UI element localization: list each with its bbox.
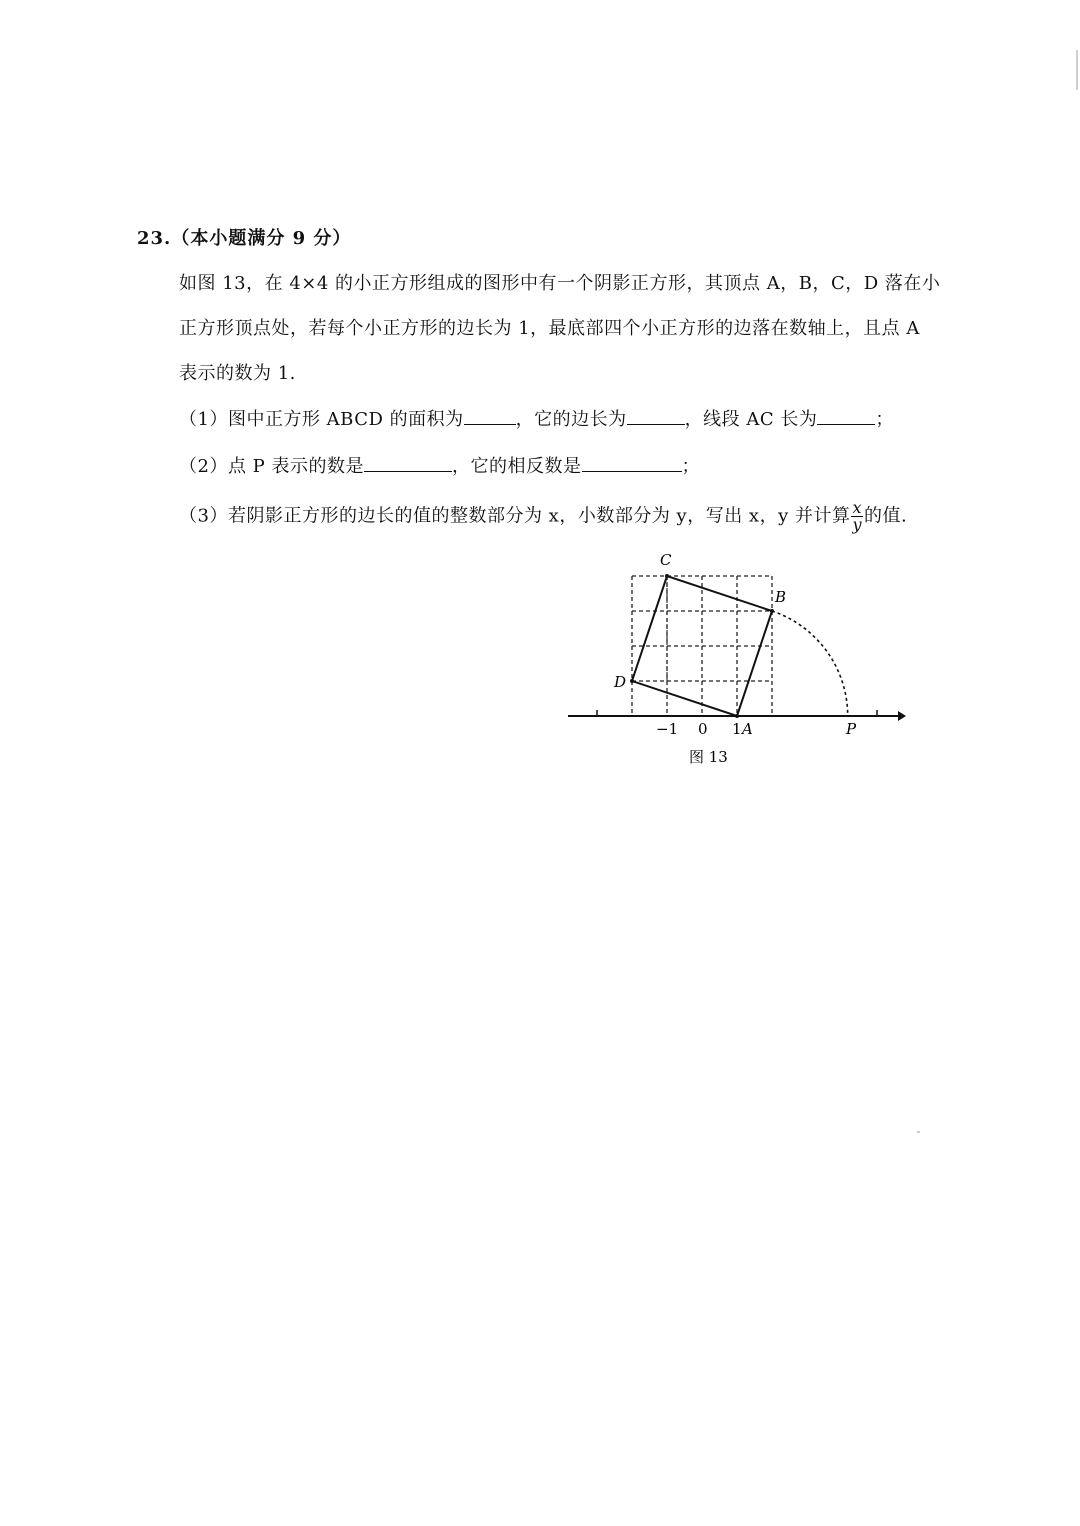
q1-text-end: ； xyxy=(875,409,894,430)
sub-question-1 xyxy=(179,405,979,431)
q2-text-end: ； xyxy=(681,456,701,477)
label-c: C xyxy=(660,551,672,569)
answer-blank-area[interactable] xyxy=(464,406,516,425)
q1-text-c: ，线段 AC 长为 xyxy=(684,409,818,430)
tick-label-neg-one: −1 xyxy=(656,720,679,738)
dashed-grid xyxy=(632,576,772,716)
sub-question-2 xyxy=(179,452,979,478)
fraction-numerator: x xyxy=(852,498,863,517)
number-line-arrow-icon xyxy=(898,711,906,721)
problem-text-line-3: 表示的数为 1. xyxy=(179,363,296,384)
tick-label-one: 1 xyxy=(732,720,742,738)
q3-text-end: 的值. xyxy=(864,505,908,527)
sub-question-3 xyxy=(179,500,979,533)
tick-label-zero: 0 xyxy=(698,720,708,738)
q2-text-b: ，它的相反数是 xyxy=(452,456,582,477)
point-c-dot xyxy=(665,574,669,578)
q2-text-a: （2）点 P 表示的数是 xyxy=(179,456,365,477)
label-b: B xyxy=(775,588,787,606)
scan-speck xyxy=(917,1131,920,1133)
q1-text-b: ，它的边长为 xyxy=(515,409,627,430)
label-d: D xyxy=(614,673,627,691)
point-d-dot xyxy=(630,679,634,683)
figure-caption: 图 13 xyxy=(689,748,728,766)
answer-blank-opposite[interactable] xyxy=(582,453,682,472)
page-edge-mark xyxy=(1076,50,1078,90)
answer-blank-side-length[interactable] xyxy=(627,406,685,425)
problem-text-line-1: 如图 13，在 4×4 的小正方形组成的图形中有一个阴影正方形，其顶点 A，B，C，D 落在小 xyxy=(179,273,941,294)
label-p: P xyxy=(846,720,857,738)
problem-text-line-2: 正方形顶点处，若每个小正方形的边长为 1，最底部四个小正方形的边落在数轴上，且点 A xyxy=(179,318,920,339)
fraction-denominator: y xyxy=(852,515,863,534)
answer-blank-ac-length[interactable] xyxy=(817,406,875,425)
question-header: 23.（本小题满分 9 分） xyxy=(137,228,352,249)
figure-13 xyxy=(560,545,920,775)
fraction-x-over-y xyxy=(851,500,863,533)
label-a: A xyxy=(742,720,753,738)
point-a-dot xyxy=(735,714,739,718)
point-b-dot xyxy=(770,609,774,613)
arc-b-to-p xyxy=(772,611,848,716)
q3-text-a: （3）若阴影正方形的边长的值的整数部分为 x，小数部分为 y，写出 x，y 并计算 xyxy=(179,505,851,527)
answer-blank-p-value[interactable] xyxy=(364,453,452,472)
q1-text-a: （1）图中正方形 ABCD 的面积为 xyxy=(179,409,464,430)
